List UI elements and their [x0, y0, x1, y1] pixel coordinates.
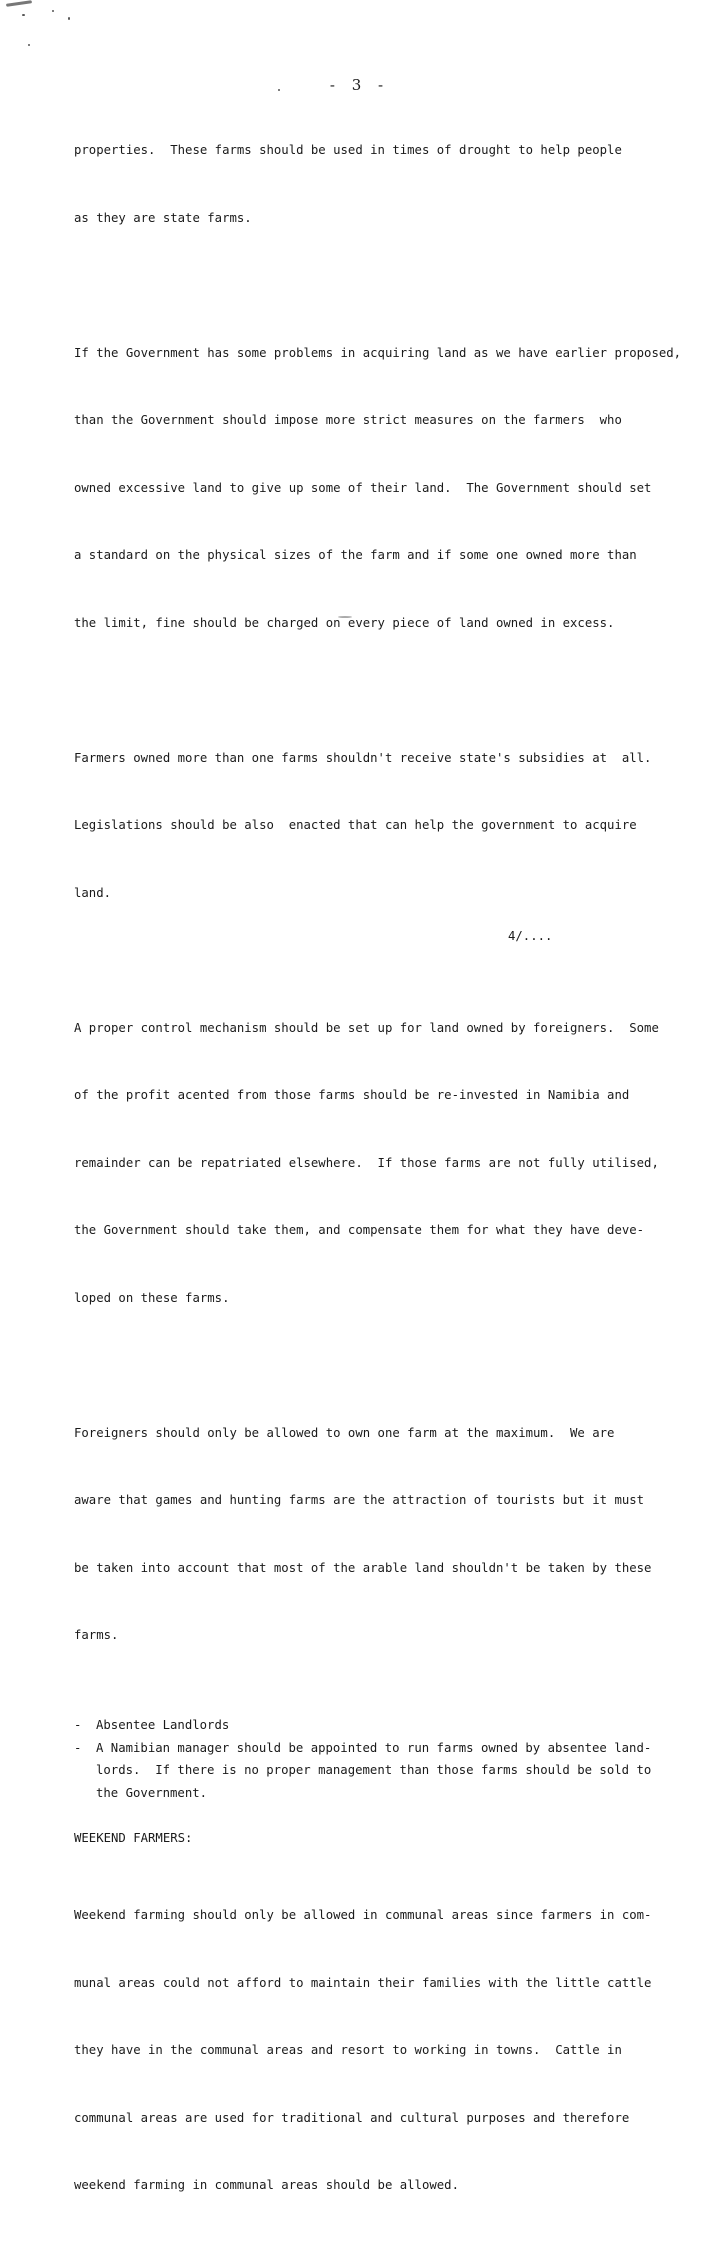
text-line: A proper control mechanism should be set up for land owned by foreigners. Some — [74, 1020, 659, 1035]
paragraph-foreigners-one-farm — [74, 1377, 654, 1692]
text-line: be taken into account that most of the arable land shouldn't be taken by these — [74, 1560, 652, 1575]
next-page-reference: 4/.... — [508, 929, 553, 943]
text-line: land. — [74, 885, 112, 900]
list-item — [74, 1714, 654, 1737]
text-line: Foreigners should only be allowed to own one farm at the maximum. We are — [74, 1425, 615, 1440]
list-item — [74, 1737, 654, 1805]
list-dash: - — [74, 1718, 82, 1732]
paragraph-subsidies — [74, 702, 654, 950]
paragraph-foreign-control — [74, 972, 659, 1355]
text-line: owned excessive land to give up some of their land. The Government should set — [74, 480, 652, 495]
text-line: A Namibian manager should be appointed to run farms owned by absentee land- — [96, 1740, 652, 1755]
text-line: they have in the communal areas and resort to working in towns. Cattle in — [74, 2043, 622, 2057]
absentee-landlords-list — [74, 1714, 654, 1804]
text-line: farms. — [74, 1628, 119, 1642]
paragraph-weekend-farming — [74, 1859, 654, 2242]
text-line: remainder can be repatriated elsewhere. If those farms are not fully utilised, — [74, 1155, 659, 1170]
text-line: the limit, fine should be charged on every piece of land owned in excess. — [74, 615, 615, 630]
text-line: Legislations should be also enacted that can help the government to acquire — [74, 818, 637, 832]
text-line: the Government. — [96, 1785, 208, 1800]
text-line: aware that games and hunting farms are the attraction of tourists but it must — [74, 1493, 645, 1507]
text-line: a standard on the physical sizes of the farm and if some one owned more than — [74, 548, 637, 562]
text-line: Absentee Landlords — [96, 1718, 230, 1732]
text-line: communal areas are used for traditional and cultural purposes and therefore — [74, 2110, 630, 2125]
section-heading-weekend-farmers: WEEKEND FARMERS: — [74, 1830, 193, 1845]
text-line: If the Government has some problems in acquiring land as we have earlier proposed, — [74, 345, 682, 360]
paragraph-acquiring-land — [74, 297, 682, 680]
text-line: properties. These farms should be used in times of drought to help people — [74, 143, 622, 157]
paragraph-state-farms — [74, 94, 654, 274]
document-body — [74, 94, 682, 2264]
text-line: Farmers owned more than one farms shouldn't receive state's subsidies at all. — [74, 750, 652, 765]
text-line: than the Government should impose more strict measures on the farmers who — [74, 413, 622, 427]
page-number: - 3 - — [329, 76, 390, 94]
text-line: lords. If there is no proper management than those farms should be sold to — [96, 1763, 652, 1777]
text-line: loped on these farms. — [74, 1290, 230, 1305]
list-dash: - — [74, 1740, 82, 1755]
text-line: weekend farming in communal areas should be allowed. — [74, 2178, 459, 2192]
text-line: of the profit acented from those farms should be re-invested in Namibia and — [74, 1088, 630, 1102]
text-line: as they are state farms. — [74, 210, 252, 225]
text-line: the Government should take them, and compensate them for what they have deve- — [74, 1223, 645, 1237]
text-line: munal areas could not afford to maintain their families with the little cattle — [74, 1975, 652, 1990]
text-line: Weekend farming should only be allowed in communal areas since farmers in com- — [74, 1908, 652, 1922]
